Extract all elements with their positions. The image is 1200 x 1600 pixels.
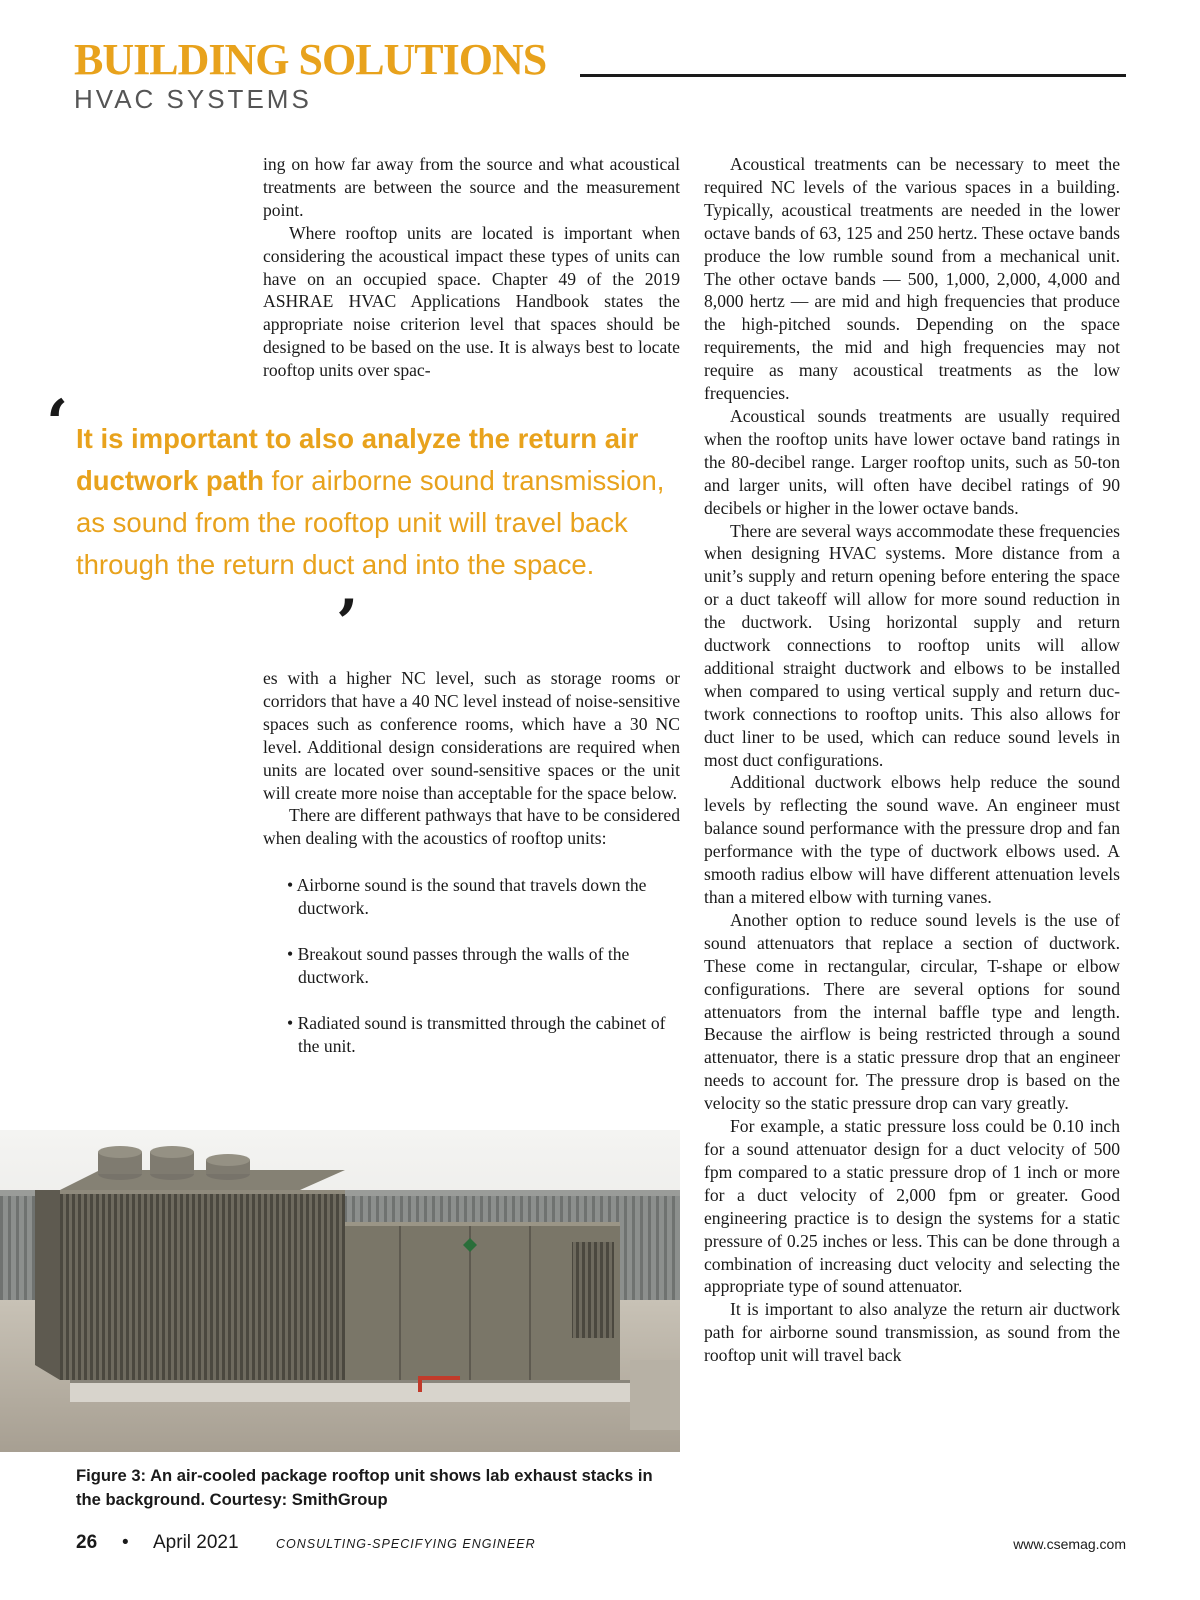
section-subtitle: HVAC SYSTEMS — [74, 84, 312, 114]
paragraph: There are different pathways that have to be considered when dealing with the acoustics of rooftop units: — [263, 805, 680, 849]
paragraph: Another option to reduce sound levels is the use of sound attenuators that replace a section of ductwork. These come in rectangular, circular, T-shape or elbow configurations. There are several options for sound attenuators from the internal baffle type and length. Because the airflow is being restricted through a sound attenuator, there is a static pressure drop that an engineer needs to account for. The pressure drop is based on the velocity so the static pressure drop can vary greatly. — [704, 909, 1120, 1114]
website-url: www.csemag.com — [1013, 1536, 1126, 1552]
list-item: • Breakout sound passes through the walls of the ductwork. — [287, 944, 630, 987]
paragraph: Additional ductwork elbows help reduce the sound levels by reflecting the sound wave. An engineer must balance sound performance with the pressure drop and fan performance with the type of ductwork elbows used. A smooth radius elbow will have different attenuation levels than a mitered elbow with turning vanes. — [704, 772, 1120, 907]
list-item: • Airborne sound is the sound that travels down the ductwork. — [287, 875, 647, 919]
footer-separator: • — [122, 1532, 129, 1553]
issue-date: April 2021 — [153, 1532, 239, 1553]
article-column-middle-bottom — [263, 667, 680, 1081]
rooftop-unit-photo — [0, 1130, 680, 1452]
pull-quote-text: for airborne sound transmission, as sound from the rooftop unit will travel back through the return duct and into the space. — [76, 465, 665, 580]
section-title: BUILDING SOLUTIONS — [74, 35, 547, 84]
paragraph: es with a higher NC level, such as storage rooms or corridors that have a 40 NC level instead of noise-sensitive spaces such as conference rooms, which have a 30 NC level. Additional design considerations are required when units are located over sound-sensitive spaces or the unit will create more noise than acceptable for the space below. — [263, 668, 680, 803]
close-quote-icon: ’ — [336, 586, 359, 661]
open-quote-icon: ‘ — [46, 386, 69, 461]
article-column-middle-top — [263, 153, 680, 382]
page-number: 26 — [76, 1532, 98, 1553]
paragraph: Where rooftop units are located is important when considering the acoustical impact these types of units can have on an occupied space. Chapter 49 of the 2019 ASHRAE HVAC Applications Handbook states the appropriate noise criterion level that spaces should be designed to be based on the use. It is always best to locate rooftop units over spac- — [263, 222, 680, 381]
paragraph: It is important to also analyze the return air ductwork path for airborne sound transmission, as sound from the rooftop unit will travel back — [704, 1299, 1120, 1366]
paragraph: There are several ways accommodate these frequencies when designing HVAC systems. More distance from a unit’s supply and return opening before entering the space or a duct takeoff will allow for more sound reduction in the ductwork. Using horizontal supply and return ductwork connections to rooftop units will allow additional straight ductwork and elbows to be installed when compared to using vertical supply and return ductwork connections to rooftop units. This also allows for duct liner to be used, which can reduce sound levels in most duct configurations. — [704, 520, 1120, 770]
pull-quote-emphasis: It is important to also analyze the return air ductwork path — [76, 423, 639, 496]
paragraph: ing on how far away from the source and what acoustical treatments are between the source and the measurement point. — [263, 154, 680, 220]
list-item: • Radiated sound is transmitted through the cabinet of the unit. — [287, 1012, 666, 1056]
paragraph: For example, a static pressure loss could be 0.10 inch for a sound attenuator design for a duct velocity of 500 fpm compared to a static pressure drop of 1 inch or more for a duct velocity of 2,000 fpm or greater. Good engineering practice is to design the systems for a static pressure of 0.25 inches or less. This can be done through a combination of increasing duct velocity and selecting the appropriate type of sound attenuator. — [704, 1116, 1120, 1297]
pathway-list — [263, 874, 680, 1057]
page-footer — [76, 1532, 1126, 1556]
magazine-name: CONSULTING-SPECIFYING ENGINEER — [276, 1537, 536, 1551]
paragraph: Acoustical sounds treatments are usually required when the rooftop units have lower octave band ratings in the 80-decibel range. Larger rooftop units, such as 50-ton and larger units, will often have decibel ratings of 90 decibels or higher in the lower octave bands. — [704, 405, 1120, 518]
header-rule — [580, 74, 1126, 77]
pull-quote — [76, 418, 686, 586]
article-column-right — [704, 153, 1120, 1367]
paragraph: Acoustical treatments can be necessary to meet the required NC levels of the various spaces in a building. Typically, acoustical treatments are needed in the lower octave bands of 63, 125 and 250 hertz. These octave bands produce the low rumble sound from a mechanical unit. The other octave bands — 500, 1,000, 2,000, 4,000 and 8,000 hertz — are mid and high frequencies that produce the high-pitched sounds. Depending on the space requirements, the mid and high frequencies may not require as many acoustical treatments as the low frequencies. — [704, 154, 1120, 404]
figure-caption: Figure 3: An air-cooled package rooftop unit shows lab exhaust stacks in the background. Courtesy: SmithGroup — [76, 1466, 653, 1509]
